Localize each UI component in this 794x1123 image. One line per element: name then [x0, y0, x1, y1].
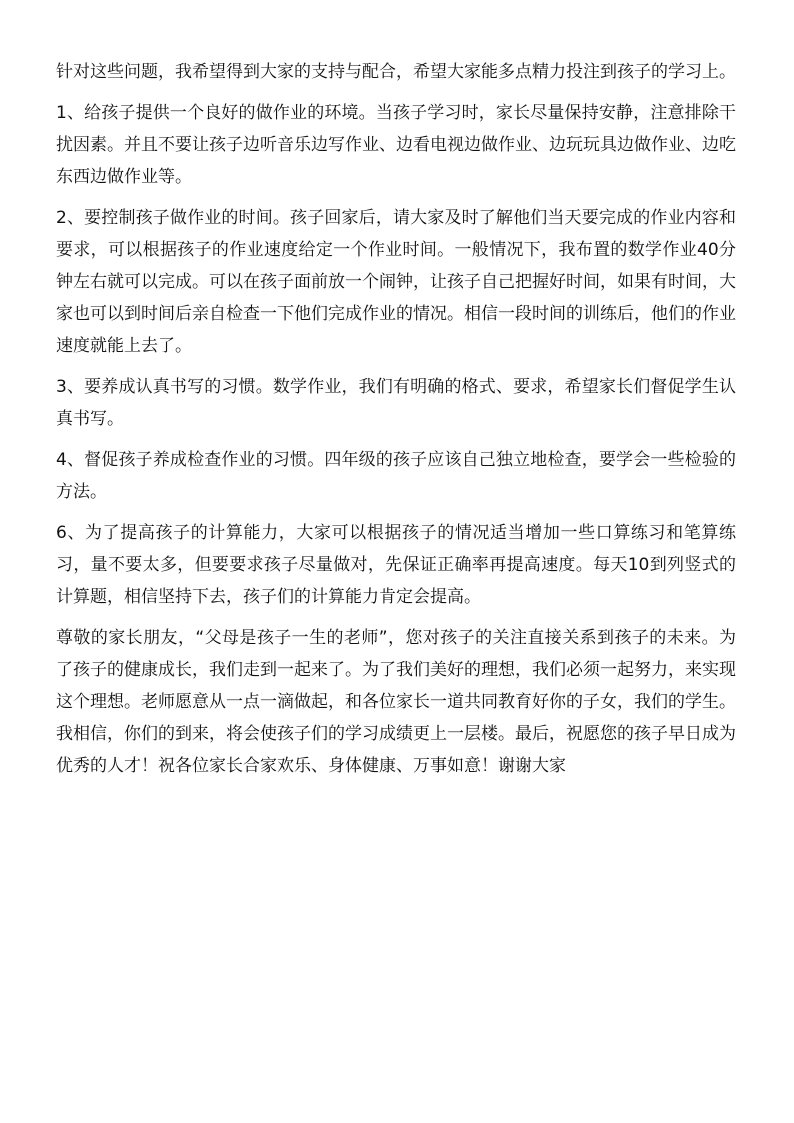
- paragraph-text: 针对这些问题，我希望得到大家的支持与配合，希望大家能多点精力投注到孩子的学习上。: [56, 62, 736, 82]
- paragraph-text: 6、为了提高孩子的计算能力，大家可以根据孩子的情况适当增加一些口算练习和笔算练习，量不要太多，但要要求孩子尽量做对，先保证正确率再提高速度。每天10到列竖式的计算题，相信坚持下去，孩子们的计算能力肯定会提高。: [56, 523, 736, 607]
- paragraph-item-4: [56, 444, 736, 508]
- paragraph-text: 1、给孩子提供一个良好的做作业的环境。当孩子学习时，家长尽量保持安静，注意排除干扰因素。并且不要让孩子边听音乐边写作业、边看电视边做作业、边玩玩具边做作业、边吃东西边做作业等。: [56, 103, 736, 187]
- document-page: [56, 56, 736, 791]
- paragraph-text: 3、要养成认真书写的习惯。数学作业，我们有明确的格式、要求，希望家长们督促学生认真书写。: [56, 377, 736, 429]
- paragraph-text: 4、督促孩子养成检查作业的习惯。四年级的孩子应该自己独立地检查，要学会一些检验的方法。: [56, 450, 736, 502]
- paragraph-item-2: [56, 202, 736, 362]
- paragraph-item-6: [56, 517, 736, 613]
- paragraph-item-1: [56, 97, 736, 193]
- paragraph-text: 尊敬的家长朋友，“父母是孩子一生的老师”，您对孩子的关注直接关系到孩子的未来。为了孩子的健康成长，我们走到一起来了。为了我们美好的理想，我们必须一起努力，来实现这个理想。老师愿意从一点一滴做起，和各位家长一道共同教育好你的子女，我们的学生。我相信，你们的到来，将会使孩子们的学习成绩更上一层楼。最后，祝愿您的孩子早日成为优秀的人才！祝各位家长合家欢乐、身体健康、万事如意！谢谢大家: [56, 628, 736, 776]
- paragraph-closing: [56, 622, 736, 782]
- paragraph-item-3: [56, 371, 736, 435]
- paragraph-intro: [56, 56, 736, 88]
- paragraph-text: 2、要控制孩子做作业的时间。孩子回家后，请大家及时了解他们当天要完成的作业内容和要求，可以根据孩子的作业速度给定一个作业时间。一般情况下，我布置的数学作业40分钟左右就可以完成。可以在孩子面前放一个闹钟，让孩子自己把握好时间，如果有时间，大家也可以到时间后亲自检查一下他们完成作业的情况。相信一段时间的训练后，他们的作业速度就能上去了。: [56, 208, 736, 356]
